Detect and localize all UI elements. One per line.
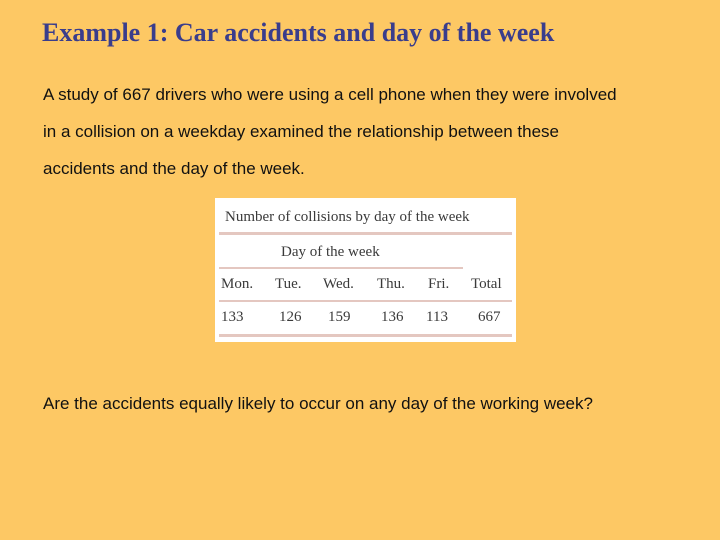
table-subheader: Day of the week bbox=[281, 244, 380, 260]
paragraph-line: accidents and the day of the week. bbox=[43, 159, 305, 178]
intro-paragraph bbox=[43, 76, 683, 187]
header-cell-thu: Thu. bbox=[377, 276, 405, 292]
table-rule-top bbox=[219, 232, 512, 235]
table-rule-bottom bbox=[219, 334, 512, 337]
subheader-rule bbox=[219, 267, 463, 269]
collisions-table bbox=[215, 198, 516, 342]
header-cell-wed: Wed. bbox=[323, 276, 354, 292]
paragraph-line: in a collision on a weekday examined the relationship between these bbox=[43, 122, 559, 141]
slide-title: Example 1: Car accidents and day of the week bbox=[42, 18, 555, 47]
value-cell-fri: 113 bbox=[426, 309, 448, 325]
value-cell-mon: 133 bbox=[221, 309, 244, 325]
paragraph-line: A study of 667 drivers who were using a cell phone when they were involved bbox=[43, 85, 617, 104]
header-cell-total: Total bbox=[471, 276, 502, 292]
header-cell-mon: Mon. bbox=[221, 276, 254, 292]
value-cell-wed: 159 bbox=[328, 309, 351, 325]
value-cell-thu: 136 bbox=[381, 309, 404, 325]
header-cell-tue: Tue. bbox=[275, 276, 302, 292]
question-text: Are the accidents equally likely to occur on any day of the working week? bbox=[43, 394, 593, 413]
value-cell-tue: 126 bbox=[279, 309, 302, 325]
value-cell-total: 667 bbox=[478, 309, 501, 325]
header-cell-fri: Fri. bbox=[428, 276, 450, 292]
table-title: Number of collisions by day of the week bbox=[225, 209, 470, 225]
header-rule bbox=[219, 300, 512, 302]
